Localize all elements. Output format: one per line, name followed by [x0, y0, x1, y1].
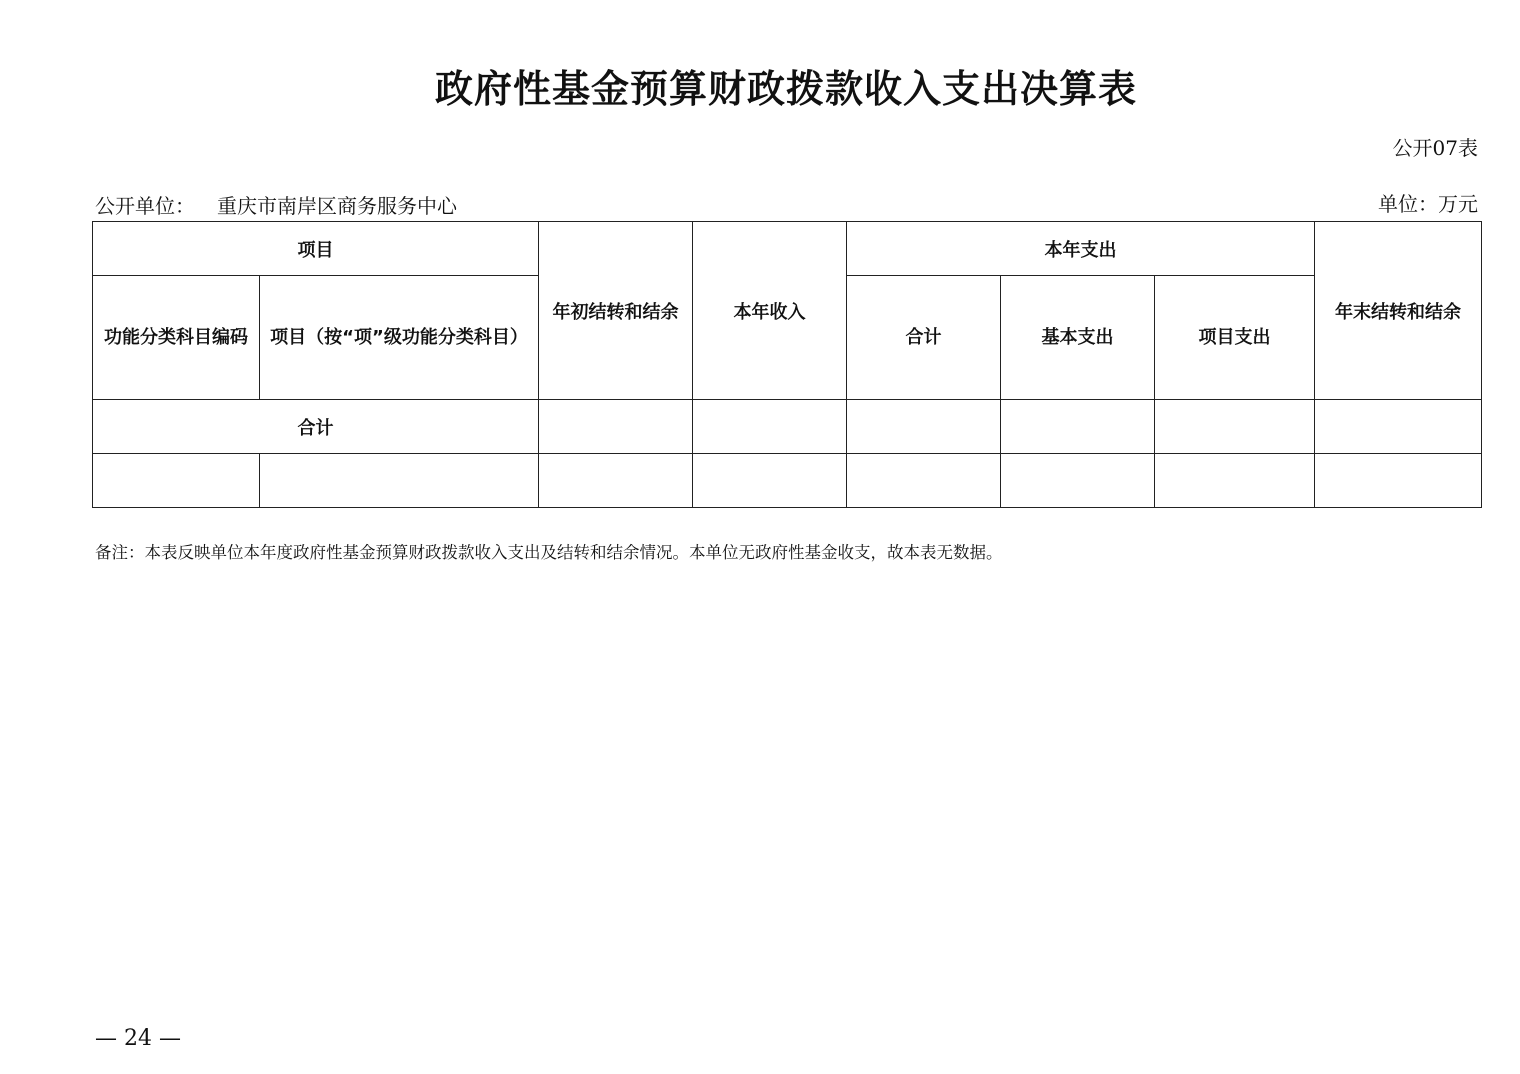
total-project-expense [1155, 400, 1315, 454]
currency-unit: 单位：万元 [1378, 192, 1478, 216]
header-current-expense: 本年支出 [847, 222, 1315, 276]
table-cell [847, 454, 1001, 508]
header-current-income: 本年收入 [693, 222, 847, 400]
total-row [93, 400, 1482, 454]
header-row-1 [93, 222, 1482, 276]
total-expense-subtotal [847, 400, 1001, 454]
reporting-unit-label: 公开单位： [95, 194, 195, 218]
page-number: — 24 — [95, 1026, 181, 1051]
budget-table [92, 221, 1482, 508]
header-basic-expense: 基本支出 [1001, 276, 1155, 400]
table-cell [93, 454, 260, 508]
total-current-income [693, 400, 847, 454]
header-beginning-balance: 年初结转和结余 [539, 222, 693, 400]
header-function-code: 功能分类科目编码 [93, 276, 260, 400]
table-cell [1155, 454, 1315, 508]
total-row-label: 合计 [93, 400, 539, 454]
reporting-unit-name: 重庆市南岸区商务服务中心 [217, 194, 457, 218]
total-beginning-balance [539, 400, 693, 454]
header-subtotal: 合计 [847, 276, 1001, 400]
table-cell [260, 454, 539, 508]
table-cell [1315, 454, 1482, 508]
header-ending-balance: 年末结转和结余 [1315, 222, 1482, 400]
document-title: 政府性基金预算财政拨款收入支出决算表 [434, 66, 1137, 111]
total-basic-expense [1001, 400, 1155, 454]
header-project-name: 项目（按“项”级功能分类科目） [260, 276, 539, 400]
table-cell [539, 454, 693, 508]
total-ending-balance [1315, 400, 1482, 454]
table-note: 备注：本表反映单位本年度政府性基金预算财政拨款收入支出及结转和结余情况。本单位无政府性基金收支，故本表无数据。 [95, 543, 1003, 562]
reporting-unit [95, 190, 457, 219]
header-project-expense: 项目支出 [1155, 276, 1315, 400]
table-row [93, 454, 1482, 508]
header-project: 项目 [93, 222, 539, 276]
table-cell [1001, 454, 1155, 508]
table-cell [693, 454, 847, 508]
form-number: 公开07表 [1392, 136, 1478, 160]
